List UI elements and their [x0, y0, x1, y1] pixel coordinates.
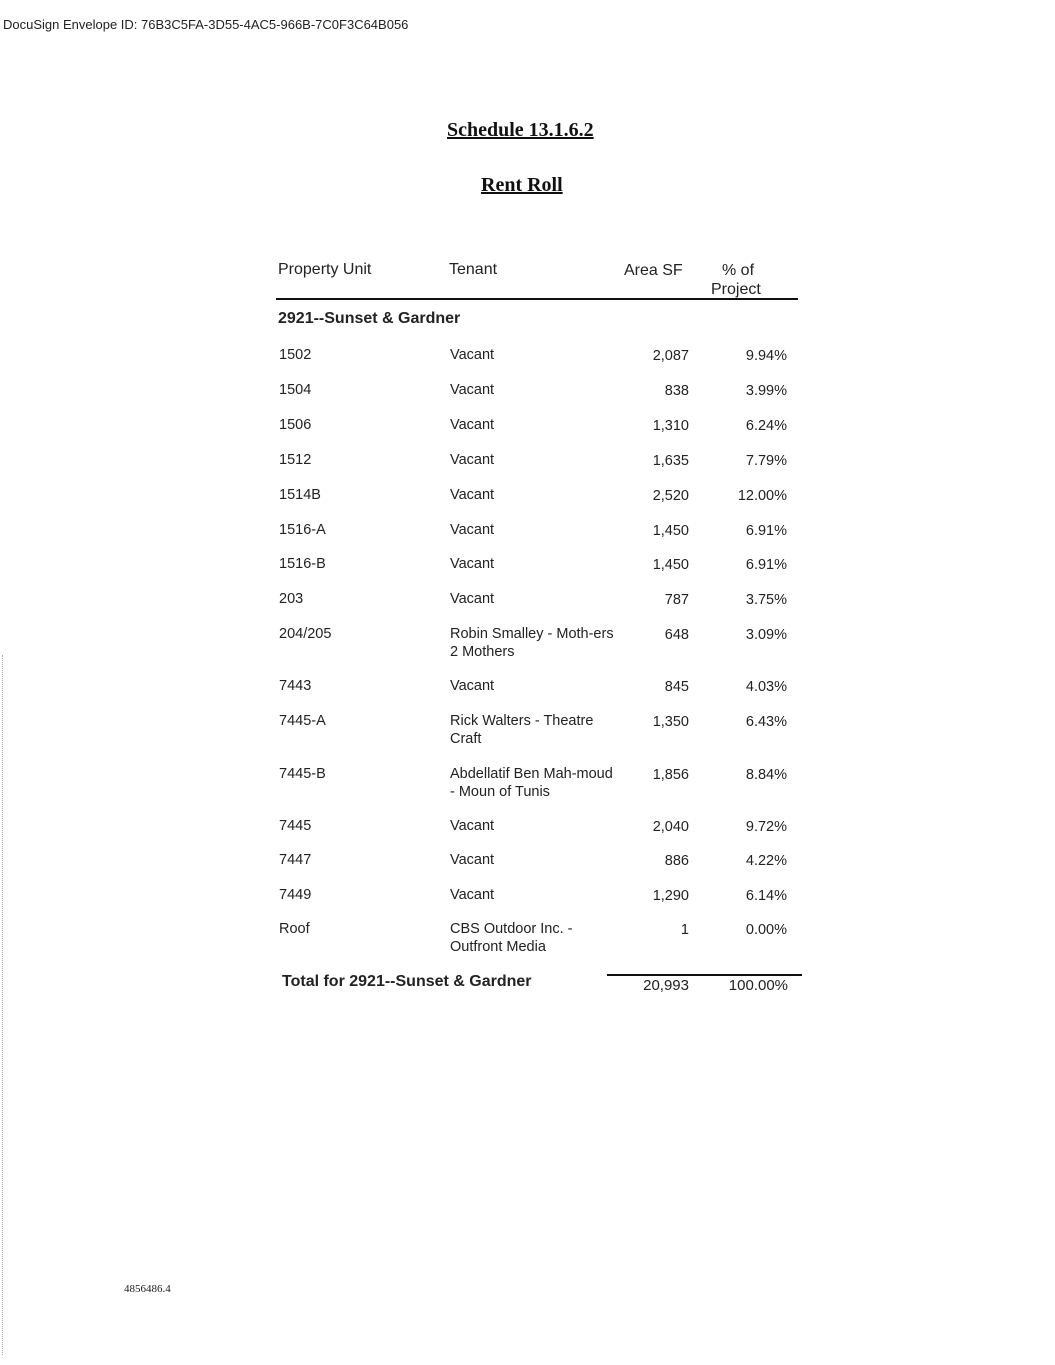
- pct-cell: 3.75%: [745, 592, 787, 608]
- area-cell: 886: [664, 853, 689, 869]
- pct-cell: 6.24%: [745, 418, 787, 434]
- document-number: 4856486.4: [124, 1283, 171, 1295]
- scan-edge: [2, 655, 4, 1355]
- header-tenant: Tenant: [449, 261, 498, 278]
- header-area-sf: Area SF: [624, 262, 683, 279]
- table-row: [0, 625, 1055, 661]
- table-row: [0, 677, 1055, 713]
- unit-cell: 7445: [279, 818, 312, 834]
- table-row: [0, 920, 1055, 956]
- unit-cell: 7445-B: [279, 766, 326, 782]
- table-row: [0, 381, 1055, 417]
- tenant-cell: Vacant: [450, 591, 495, 607]
- table-row: [0, 712, 1055, 748]
- table-row: [0, 555, 1055, 591]
- area-cell: 2,087: [652, 348, 689, 364]
- area-cell: 845: [664, 679, 689, 695]
- area-cell: 1: [680, 922, 689, 938]
- table-row: [0, 346, 1055, 382]
- unit-cell: Roof: [279, 921, 310, 937]
- tenant-cell: Vacant: [450, 417, 495, 433]
- envelope-id: DocuSign Envelope ID: 76B3C5FA-3D55-4AC5-966B-7C0F3C64B056: [3, 17, 409, 32]
- tenant-cell: Abdellatif Ben Mah-moud - Moun of Tunis: [450, 766, 613, 800]
- pct-cell: 3.09%: [745, 627, 787, 643]
- rent-roll-title: Rent Roll: [481, 174, 563, 196]
- pct-cell: 9.94%: [745, 348, 787, 364]
- unit-cell: 1506: [279, 417, 312, 433]
- pct-cell: 12.00%: [737, 488, 787, 504]
- unit-cell: 7447: [279, 852, 312, 868]
- area-cell: 1,450: [652, 523, 689, 539]
- area-cell: 1,350: [652, 714, 689, 730]
- pct-cell: 6.91%: [745, 557, 787, 573]
- tenant-cell: CBS Outdoor Inc. - Outfront Media: [450, 921, 573, 955]
- unit-cell: 1504: [279, 382, 312, 398]
- unit-cell: 7449: [279, 887, 312, 903]
- unit-cell: 1502: [279, 347, 312, 363]
- table-row: [0, 817, 1055, 853]
- area-cell: 1,856: [652, 767, 689, 783]
- area-cell: 2,040: [652, 819, 689, 835]
- table-row: [0, 851, 1055, 887]
- header-property-unit: Property Unit: [278, 261, 372, 278]
- tenant-cell: Vacant: [450, 487, 495, 503]
- table-row: [0, 416, 1055, 452]
- pct-cell: 6.43%: [745, 714, 787, 730]
- area-cell: 1,450: [652, 557, 689, 573]
- table-row: [0, 590, 1055, 626]
- header-pct-line1: % of: [722, 262, 755, 279]
- total-label: Total for 2921--Sunset & Gardner: [282, 973, 532, 990]
- area-cell: 648: [664, 627, 689, 643]
- header-pct-line2: Project: [711, 281, 761, 298]
- group-title: 2921--Sunset & Gardner: [278, 310, 461, 327]
- area-cell: 1,310: [652, 418, 689, 434]
- table-row: [0, 486, 1055, 522]
- area-cell: 1,635: [652, 453, 689, 469]
- total-area: 20,993: [643, 977, 689, 994]
- tenant-cell: Vacant: [450, 347, 495, 363]
- schedule-title: Schedule 13.1.6.2: [447, 119, 594, 141]
- header-rule: [276, 298, 798, 300]
- unit-cell: 1512: [279, 452, 312, 468]
- pct-cell: 4.22%: [745, 853, 787, 869]
- tenant-cell: Vacant: [450, 556, 495, 572]
- unit-cell: 1516-A: [279, 522, 326, 538]
- total-pct: 100.00%: [728, 977, 788, 994]
- area-cell: 1,290: [652, 888, 689, 904]
- tenant-cell: Robin Smalley - Moth-ers 2 Mothers: [450, 626, 614, 660]
- pct-cell: 3.99%: [745, 383, 787, 399]
- unit-cell: 1514B: [279, 487, 321, 503]
- unit-cell: 7443: [279, 678, 312, 694]
- tenant-cell: Vacant: [450, 678, 495, 694]
- area-cell: 2,520: [652, 488, 689, 504]
- tenant-cell: Vacant: [450, 452, 495, 468]
- area-cell: 838: [664, 383, 689, 399]
- area-cell: 787: [664, 592, 689, 608]
- tenant-cell: Vacant: [450, 887, 495, 903]
- table-row: [0, 765, 1055, 801]
- pct-cell: 6.14%: [745, 888, 787, 904]
- tenant-cell: Vacant: [450, 818, 495, 834]
- pct-cell: 7.79%: [745, 453, 787, 469]
- unit-cell: 7445-A: [279, 713, 326, 729]
- tenant-cell: Vacant: [450, 522, 495, 538]
- table-row: [0, 886, 1055, 922]
- unit-cell: 203: [279, 591, 304, 607]
- table-row: [0, 451, 1055, 487]
- table-row: [0, 521, 1055, 557]
- unit-cell: 1516-B: [279, 556, 326, 572]
- tenant-cell: Rick Walters - Theatre Craft: [450, 713, 594, 747]
- pct-cell: 8.84%: [745, 767, 787, 783]
- pct-cell: 0.00%: [745, 922, 787, 938]
- pct-cell: 6.91%: [745, 523, 787, 539]
- pct-cell: 4.03%: [745, 679, 787, 695]
- pct-cell: 9.72%: [745, 819, 787, 835]
- unit-cell: 204/205: [279, 626, 332, 642]
- tenant-cell: Vacant: [450, 852, 495, 868]
- tenant-cell: Vacant: [450, 382, 495, 398]
- total-rule: [607, 974, 802, 976]
